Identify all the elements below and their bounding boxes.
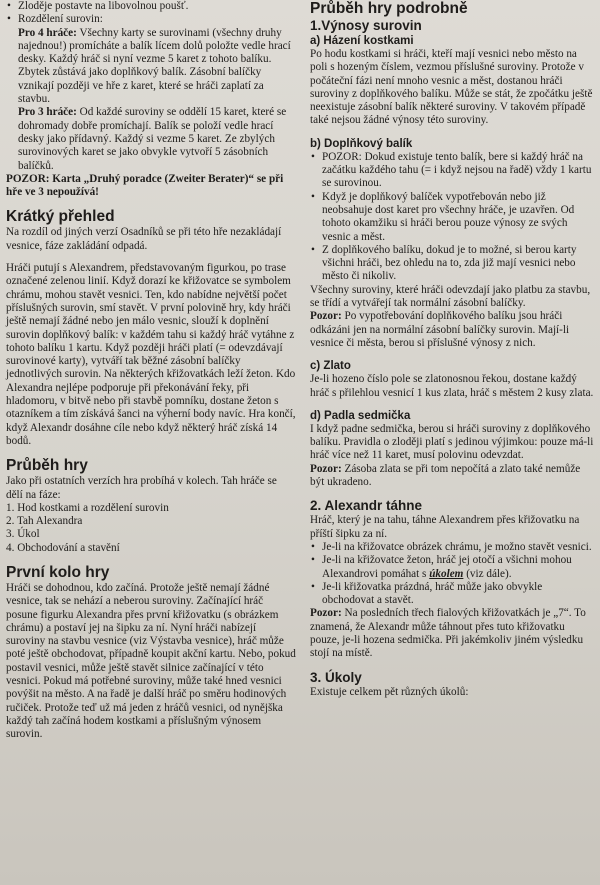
section-2-list — [310, 541, 596, 607]
pro4-paragraph — [6, 27, 296, 107]
section-1-heading: 1.Výnosy surovin — [310, 18, 422, 33]
pozor-label: Pozor: — [310, 310, 342, 323]
pozor-text: Na posledních třech fialových křižovatkách je „7“. To znamená, že Alexandr může táhnout přes tuto křižovatku pouze, je-li hozena sedmička. Při jakémkoliv jiném výsledku stojí na místě. — [310, 607, 586, 660]
pro3-paragraph — [6, 106, 296, 172]
pro3-text: Od každé suroviny se oddělí 15 karet, které se dohromady dobře promíchají. Balík se položí vedle hrací desky jako přídavný. Každý si vezme 5 karet. Ze zbylých surovinových karet se jako obvykle vytvoří 5 zásobních balíčků. — [18, 106, 287, 172]
pozor-text: Po vypotřebování doplňkového balíku jsou hráči odkázáni jen na normální zásobní balíčky surovin. Mají-li vesnice či města, berou si příslušné výnosy z nich. — [310, 310, 570, 349]
list-item-text: (viz dále). — [466, 567, 512, 580]
list-item: • Je-li na křižovatce obrázek chrámu, je možno stavět vesnici. — [310, 541, 596, 554]
pro3-label: Pro 3 hráče: — [18, 106, 77, 119]
section-c-text: Je-li hozeno číslo pole se zlatonosnou řekou, dostane každý hráč s přilehlou vesnicí 1 kus zlata, hráč s městem 2 kusy zlata. — [310, 373, 594, 399]
prvni-paragraph: Hráči se dohodnou, kdo začíná. Protože ještě nemají žádné vesnice, tak se nehází a neberou suroviny. Začínající hráč posune figurku Alexandra přes první křižovatku (s obrázkem chrámu) a postaví jej na šipku za ní. Nyní hráči nabízejí suroviny na stavbu vesnice (viz Výstavba vesnice), hráč může poté ještě obchodovat, případně koupit akční kartu. Nebo, pokud postavil vesnici, může ještě stavět silnice začínající v této vesnici. Pokud má potřebné suroviny, může také hned vesnici povýšit na město. A na řadě je další hráč po směru hodinových ručiček. Protože teď už má jeden z hráčů vesnici, od nynějška každý tah začíná hodem kostkami a příslušným výnosem surovin. — [6, 581, 296, 741]
phase-list — [6, 502, 296, 555]
list-item: • Když je doplňkový balíček vypotřebován nebo již neobsahuje dost karet pro všechny hráče, je uzavřen. Od tohoto okamžiku si hráči berou pouze výnosy ze svých vesnic a měst. — [310, 191, 596, 244]
ukol-link[interactable]: úkolem — [429, 567, 464, 580]
section-d-text: I když padne sedmička, berou si hráči suroviny z doplňkového balíku. Pravidla o zloději platí s jedinou výjimkou: pouze má-li hráč více než 11 karet, musí polovinu odevzdat. — [310, 422, 594, 462]
section-a-text: Po hodu kostkami si hráči, kteří mají vesnici nebo město na poli s hozeným číslem, vezmou příslušné suroviny. Protože v počáteční fázi není mnoho vesnic a měst, dostanou hráči suroviny z doplňkového balíku. Může se stát, že zpočátku ještě neexistuje zásobní balík některé suroviny. V takovém případě také nejsou žádné výnosy této suroviny. — [310, 48, 593, 127]
section-2-paragraph: Hráč, který je na tahu, táhne Alexandrem přes křižovatku na příští šipku za ní. — [310, 514, 580, 540]
list-item: • Zloděje postavte na libovolnou poušť. — [6, 0, 296, 13]
prvni-heading: První kolo hry — [6, 563, 110, 581]
pozor-note — [6, 173, 296, 200]
section-a-heading: a) Házení kostkami — [310, 35, 414, 47]
right-column — [310, 0, 596, 699]
list-item: • Rozdělení surovin: — [6, 13, 296, 26]
kratky-heading: Krátký přehled — [6, 208, 115, 226]
pozor-label: Pozor: — [310, 462, 342, 475]
list-item: • Z doplňkového balíku, dokud je to možné, si berou karty všichni hráči, bez ohledu na to, zda již mají vesnici nebo město či nikoliv. — [310, 244, 596, 284]
pozor-text: Zásoba zlata se při tom nepočítá a zlato také nemůže být ukradeno. — [310, 462, 581, 489]
section-d-heading: d) Padla sedmička — [310, 409, 411, 422]
pozor-note-text: POZOR: Karta „Druhý poradce (Zweiter Berater)“ se při hře ve 3 nepoužívá! — [6, 172, 284, 199]
section-2-heading: 2. Alexandr táhne — [310, 498, 423, 514]
section-b-list — [310, 151, 596, 284]
phase-item: 4. Obchodování a stavění — [6, 541, 120, 554]
page-title: Průběh hry podrobně — [310, 0, 468, 17]
pro4-label: Pro 4 hráče: — [18, 26, 77, 39]
pozor-label: Pozor: — [310, 607, 342, 620]
section-d-pozor — [310, 463, 596, 490]
phase-item: 2. Tah Alexandra — [6, 515, 83, 528]
section-b-pozor — [310, 310, 596, 350]
prubeh-paragraph: Jako při ostatních verzích hra probíhá v kolech. Tah hráče se dělí na fáze: — [6, 475, 277, 501]
left-column — [6, 0, 296, 742]
section-2-pozor — [310, 607, 596, 660]
list-item — [310, 554, 596, 581]
kratky-paragraph-2: Hráči putují s Alexandrem, představovaným figurkou, po trase označené zelenou linií. Když dorazí ke křižovatce se symbolem chrámu, mohou stavět vesnici. Ten, kdo nabídne největší počet příslušných surovin, smí stavět. V první polovině hry, kdy hráči ještě nemají žádné nebo jen málo vesnic, slouží k doplnění surovin doplňkový balík: v každém tahu si každý hráč vytáhne z tohoto balíku 1 kartu. Když později hráči platí (= odevzdávají surovinové karty), vytváří tak běžné zásobní balíčky jednotlivých surovin. Na některých křižovatkách leží žeton. Kdo Alexandra nejlépe podporuje při překonávání řeky, při hladomoru, v bitvě nebo při stavbě pomníku, dostane žeton s otazníkem a tím získává šanci na výherní body navíc. Hra končí, když Alexandr dosáhne cíle nebo když některý hráč získá 14 bodů. — [6, 262, 296, 447]
pro4-text: Všechny karty se surovinami (všechny druhy najednou!) promícháte a balík lícem dolů položte vedle hrací desky. Každý hráč si nyní vezme 5 karet z tohoto balíku. Zbytek zůstává jako doplňkový balík. Zásobní balíčky vznikají později ve hře z karet, které se hráči zaplatí za stavbu. — [18, 26, 291, 106]
prubeh-heading: Průběh hry — [6, 457, 88, 475]
section-b-heading: b) Doplňkový balík — [310, 137, 413, 150]
kratky-paragraph-1: Na rozdíl od jiných verzí Osadníků se při této hře nezakládají vesnice, fáze zakládání odpadá. — [6, 226, 282, 252]
list-item-text: Je-li na křižovatce žeton, hráč jej otočí a všichni mohou Alexandrovi pomáhat s — [322, 554, 572, 580]
section-c-heading: c) Zlato — [310, 360, 351, 373]
phase-item: 3. Úkol — [6, 528, 40, 541]
intro-list — [6, 0, 296, 27]
phase-item: 1. Hod kostkami a rozdělení surovin — [6, 501, 169, 514]
section-b-paragraph: Všechny suroviny, které hráči odevzdají jako platbu za stavbu, se třídí a vytvářejí tak normální zásobní balíčky. — [310, 283, 591, 310]
section-3-heading: 3. Úkoly — [310, 669, 362, 685]
section-3-paragraph: Existuje celkem pět různých úkolů: — [310, 685, 469, 698]
list-item: • POZOR: Dokud existuje tento balík, bere si každý hráč na začátku každého tahu (= i když nejsou na řadě) vždy 1 kartu se surovinou. — [310, 151, 596, 191]
list-item: • Je-li křižovatka prázdná, hráč může jako obvykle obchodovat a stavět. — [310, 581, 596, 608]
